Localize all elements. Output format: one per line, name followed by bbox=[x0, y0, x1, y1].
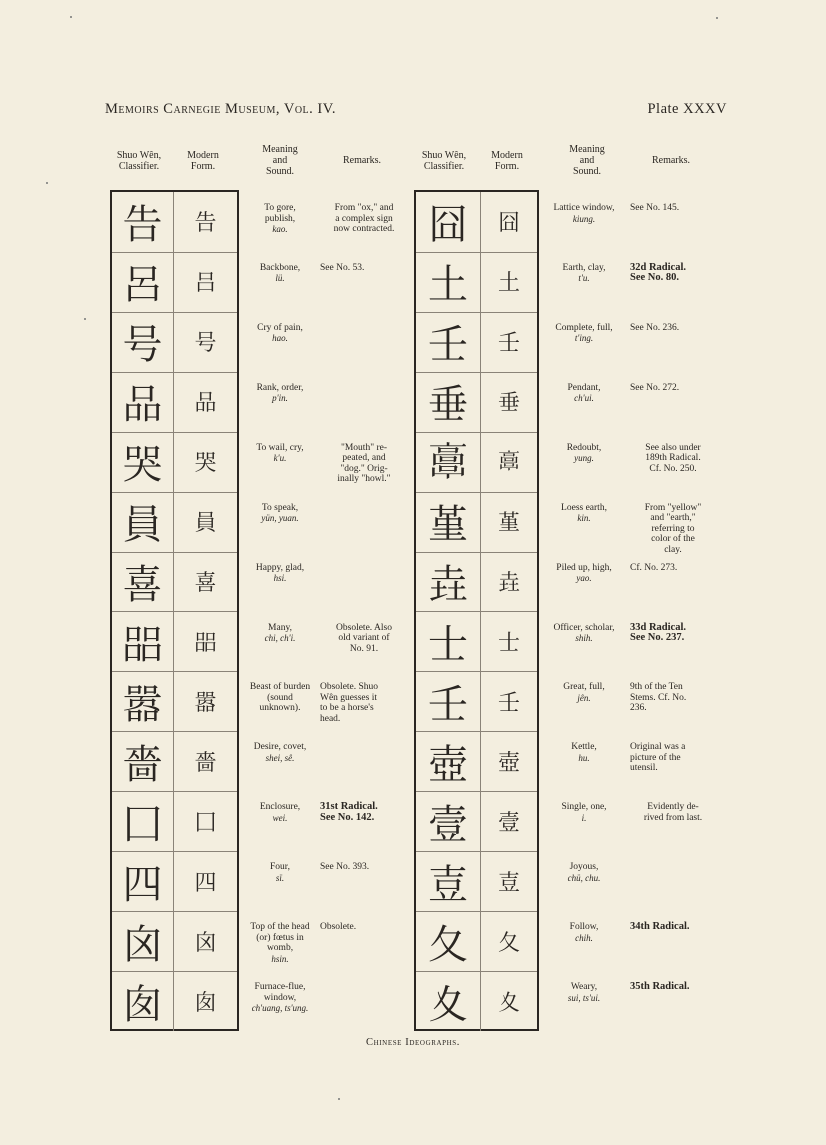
meaning-and-sound bbox=[240, 263, 320, 284]
sound-text: yao. bbox=[576, 573, 592, 584]
shuo-wen-character: 壴 bbox=[428, 861, 468, 908]
meaning-and-sound bbox=[240, 443, 320, 464]
modern-character: 哭 bbox=[173, 432, 237, 492]
modern-character: 壹 bbox=[480, 791, 537, 851]
meaning-text: Piled up, high, bbox=[556, 562, 612, 573]
remark-text: Cf. No. 273. bbox=[630, 562, 678, 573]
meaning-and-sound bbox=[240, 383, 320, 404]
table-row bbox=[112, 731, 237, 792]
modern-character: 号 bbox=[173, 312, 237, 372]
meaning-text: Top of the head (or) fœtus in womb, bbox=[250, 922, 310, 954]
meaning-text: Officer, scholar, bbox=[553, 622, 615, 633]
col-head-modern-left: Modern Form. bbox=[187, 150, 219, 172]
table-row bbox=[416, 552, 537, 613]
meaning-text: Furnace-flue, window, bbox=[254, 982, 306, 1003]
meaning-and-sound bbox=[540, 503, 628, 524]
sound-text: sui, ts'ui. bbox=[567, 992, 601, 1003]
meaning-text: Cry of pain, bbox=[257, 322, 303, 333]
shuo-wen-character: 垂 bbox=[428, 382, 468, 429]
table-row bbox=[112, 252, 237, 313]
remark-text: "Mouth" re- peated, and "dog." Orig- inally "howl." bbox=[337, 442, 391, 485]
table-row bbox=[112, 971, 237, 1031]
sound-text: p'in. bbox=[272, 393, 288, 404]
sound-text: chih. bbox=[575, 932, 593, 943]
meaning-text: Backbone, bbox=[259, 262, 301, 273]
shuo-wen-character: 堇 bbox=[428, 502, 468, 549]
shuo-wen-character: 呂 bbox=[122, 262, 163, 309]
modern-character: 嚣 bbox=[173, 671, 237, 731]
sound-text: t'ing. bbox=[574, 333, 594, 344]
sound-text: yung. bbox=[574, 453, 594, 464]
meaning-and-sound bbox=[240, 862, 320, 883]
meaning-text: To wail, cry, bbox=[256, 442, 304, 453]
remark-text: See also under 189th Radical. Cf. No. 250. bbox=[645, 442, 701, 474]
shuo-wen-character: 壬 bbox=[428, 322, 468, 369]
table-row bbox=[416, 971, 537, 1031]
shuo-wen-character: 壺 bbox=[428, 741, 468, 788]
shuo-wen-character: 告 bbox=[122, 202, 163, 249]
table-row bbox=[416, 432, 537, 493]
sound-text: hsin. bbox=[271, 953, 289, 964]
plate-caption: Chinese Ideographs. bbox=[365, 1037, 461, 1048]
sound-text: hao. bbox=[272, 333, 288, 344]
modern-character: 壴 bbox=[480, 851, 537, 911]
meaning-text: Pendant, bbox=[567, 382, 601, 393]
remark-text: See No. 145. bbox=[630, 203, 680, 213]
meaning-and-sound bbox=[540, 982, 628, 1003]
meaning-text: To speak, bbox=[261, 502, 299, 513]
meaning-text: Happy, glad, bbox=[255, 562, 305, 573]
meaning-text: Follow, bbox=[569, 922, 599, 933]
modern-character: 㗊 bbox=[173, 612, 237, 672]
col-head-shuo-left: Shuo Wên, Classifier. bbox=[116, 150, 162, 172]
modern-character: 壬 bbox=[480, 312, 537, 372]
meaning-text: Joyous, bbox=[569, 862, 599, 873]
shuo-wen-character: 垚 bbox=[428, 562, 468, 609]
meaning-text: Great, full, bbox=[563, 682, 605, 693]
modern-character: 垂 bbox=[480, 372, 537, 432]
meaning-and-sound bbox=[240, 563, 320, 584]
shuo-wen-character: 囱 bbox=[122, 981, 163, 1028]
meaning-and-sound bbox=[540, 563, 628, 584]
meaning-text: Single, one, bbox=[561, 802, 607, 813]
remark-text: See No. 236. bbox=[630, 322, 680, 333]
modern-character: 𩫖 bbox=[480, 432, 537, 492]
shuo-wen-character: 壬 bbox=[428, 681, 468, 728]
meaning-and-sound bbox=[240, 742, 320, 763]
remark-text: From "ox," and a complex sign now contracted. bbox=[333, 203, 395, 234]
sound-text: kao. bbox=[272, 224, 288, 234]
table-row bbox=[416, 671, 537, 732]
table-row bbox=[416, 372, 537, 433]
meaning-text: Desire, covet, bbox=[253, 742, 307, 753]
meaning-text: Beast of burden (sound unknown). bbox=[249, 682, 311, 714]
running-header: Memoirs Carnegie Museum, Vol. IV. bbox=[105, 101, 336, 117]
shuo-wen-character: 四 bbox=[122, 861, 163, 908]
sound-text: ch'ui. bbox=[574, 393, 594, 404]
meaning-text: Enclosure, bbox=[259, 802, 301, 813]
remark-text: See No. 393. bbox=[320, 862, 370, 873]
modern-character: 員 bbox=[173, 492, 237, 552]
shuo-wen-character: 士 bbox=[428, 621, 468, 668]
remark-text: See No. 272. bbox=[630, 382, 680, 393]
table-row bbox=[416, 791, 537, 852]
table-row bbox=[112, 851, 237, 912]
meaning-text: Four, bbox=[270, 862, 290, 873]
remark-text: Evidently de- rived from last. bbox=[643, 802, 703, 823]
sound-text: wei. bbox=[272, 812, 288, 823]
meaning-text: Rank, order, bbox=[256, 382, 304, 393]
sound-text: jên. bbox=[577, 692, 591, 703]
table-row bbox=[112, 911, 237, 972]
col-head-meaning-left: Meaning and Sound. bbox=[262, 144, 298, 177]
modern-character: 夊 bbox=[480, 971, 537, 1031]
modern-character: 壺 bbox=[480, 731, 537, 791]
col-head-modern-right: Modern Form. bbox=[491, 150, 523, 172]
shuo-wen-character: 𩫖 bbox=[428, 440, 468, 487]
shuo-wen-character: 囟 bbox=[122, 921, 163, 968]
sound-text: k'u. bbox=[273, 453, 287, 464]
modern-character: 夂 bbox=[480, 911, 537, 971]
remark-text: 34th Radical. bbox=[630, 921, 690, 933]
table-row bbox=[112, 432, 237, 493]
sound-text: t'u. bbox=[578, 273, 590, 284]
shuo-wen-character: 哭 bbox=[122, 442, 163, 489]
sound-text: shei, sê. bbox=[265, 752, 295, 763]
sound-text: i. bbox=[581, 812, 587, 823]
modern-character: 壬 bbox=[480, 671, 537, 731]
meaning-text: Many, bbox=[268, 622, 292, 633]
right-ideograph-table bbox=[414, 190, 539, 1031]
shuo-wen-character: 嚣 bbox=[122, 681, 163, 728]
modern-character: 垚 bbox=[480, 552, 537, 612]
meaning-text: Complete, full, bbox=[555, 322, 613, 333]
sound-text: hu. bbox=[578, 752, 590, 763]
meaning-and-sound bbox=[540, 623, 628, 644]
meaning-and-sound bbox=[540, 203, 628, 224]
meaning-and-sound bbox=[540, 263, 628, 284]
shuo-wen-character: 喜 bbox=[122, 562, 163, 609]
meaning-and-sound bbox=[240, 802, 320, 823]
col-head-remarks-left: Remarks. bbox=[342, 155, 382, 166]
shuo-wen-character: 土 bbox=[428, 262, 468, 309]
remark-text: 33d Radical. See No. 237. bbox=[630, 621, 687, 643]
meaning-text: Kettle, bbox=[571, 742, 597, 753]
modern-character: 囱 bbox=[173, 971, 237, 1031]
table-row bbox=[112, 312, 237, 373]
remark-text: Original was a picture of the utensil. bbox=[630, 742, 686, 774]
sound-text: ch'uang, ts'ung. bbox=[251, 1003, 309, 1014]
sound-text: yün, yuan. bbox=[261, 513, 299, 524]
modern-character: 堇 bbox=[480, 492, 537, 552]
shuo-wen-character: 㗊 bbox=[122, 621, 163, 668]
table-row bbox=[416, 911, 537, 972]
table-row bbox=[416, 731, 537, 792]
sound-text: sï. bbox=[275, 872, 285, 883]
table-row bbox=[112, 372, 237, 433]
meaning-text: Loess earth, bbox=[561, 502, 607, 513]
shuo-wen-character: 夊 bbox=[428, 981, 468, 1028]
table-row bbox=[112, 552, 237, 613]
col-head-remarks-right: Remarks. bbox=[651, 155, 691, 166]
shuo-wen-character: 壹 bbox=[428, 801, 468, 848]
sound-text: kin. bbox=[577, 513, 591, 524]
sound-text: chi, ch'i. bbox=[264, 633, 296, 643]
table-row bbox=[112, 671, 237, 732]
col-head-meaning-right: Meaning and Sound. bbox=[569, 144, 605, 177]
modern-character: 囟 bbox=[173, 911, 237, 971]
table-row bbox=[416, 851, 537, 912]
sound-text: chü, chu. bbox=[567, 872, 601, 883]
shuo-wen-character: 嗇 bbox=[122, 741, 163, 788]
modern-character: 囧 bbox=[480, 192, 537, 252]
shuo-wen-character: 囧 bbox=[428, 202, 468, 249]
meaning-and-sound bbox=[240, 203, 320, 235]
modern-character: 士 bbox=[480, 612, 537, 672]
modern-character: 土 bbox=[480, 252, 537, 312]
meaning-and-sound bbox=[540, 443, 628, 464]
modern-character: 嗇 bbox=[173, 731, 237, 791]
meaning-and-sound bbox=[240, 982, 320, 1014]
sound-text: shih. bbox=[575, 633, 593, 643]
table-row bbox=[112, 492, 237, 553]
meaning-and-sound bbox=[240, 922, 320, 964]
remark-text: From "yellow" and "earth," referring to color of the clay. bbox=[644, 502, 702, 555]
shuo-wen-character: 品 bbox=[122, 382, 163, 429]
meaning-and-sound bbox=[240, 503, 320, 524]
plate-number: Plate XXXV bbox=[647, 101, 727, 117]
shuo-wen-character: 号 bbox=[122, 322, 163, 369]
remark-text: 32d Radical. See No. 80. bbox=[630, 261, 687, 284]
meaning-text: Lattice window, bbox=[553, 203, 615, 213]
table-row bbox=[416, 492, 537, 553]
remark-text: Obsolete. Shuo Wên guesses it to be a horse's head. bbox=[320, 682, 379, 724]
shuo-wen-character: 夂 bbox=[428, 921, 468, 968]
sound-text: lü. bbox=[275, 273, 285, 284]
table-row bbox=[416, 312, 537, 373]
remark-text: Obsolete. bbox=[320, 922, 357, 933]
meaning-and-sound bbox=[540, 802, 628, 823]
meaning-text: Weary, bbox=[570, 982, 598, 993]
shuo-wen-character: 囗 bbox=[122, 801, 163, 848]
meaning-text: Earth, clay, bbox=[562, 262, 606, 273]
sound-text: kiung. bbox=[572, 213, 596, 224]
remark-text: 31st Radical. See No. 142. bbox=[320, 801, 378, 823]
left-ideograph-table bbox=[110, 190, 239, 1031]
meaning-and-sound bbox=[540, 742, 628, 763]
meaning-and-sound bbox=[240, 623, 320, 644]
meaning-and-sound bbox=[240, 682, 320, 714]
modern-character: 品 bbox=[173, 372, 237, 432]
shuo-wen-character: 員 bbox=[122, 502, 163, 549]
meaning-and-sound bbox=[540, 383, 628, 404]
meaning-and-sound bbox=[540, 922, 628, 943]
modern-character: 告 bbox=[173, 192, 237, 252]
remark-text: 35th Radical. bbox=[630, 981, 690, 993]
meaning-and-sound bbox=[240, 323, 320, 344]
meaning-and-sound bbox=[540, 323, 628, 344]
table-row bbox=[416, 192, 537, 253]
remark-text: Obsolete. Also old variant of No. 91. bbox=[336, 622, 392, 654]
table-row bbox=[416, 612, 537, 673]
remark-text: See No. 53. bbox=[320, 262, 365, 273]
modern-character: 四 bbox=[173, 851, 237, 911]
meaning-and-sound bbox=[540, 862, 628, 883]
sound-text: hsi. bbox=[273, 573, 287, 584]
modern-character: 喜 bbox=[173, 552, 237, 612]
table-row bbox=[112, 612, 237, 673]
table-row bbox=[112, 791, 237, 852]
table-row bbox=[416, 252, 537, 313]
meaning-text: Redoubt, bbox=[566, 442, 602, 453]
col-head-shuo-right: Shuo Wên, Classifier. bbox=[421, 150, 467, 172]
meaning-and-sound bbox=[540, 682, 628, 703]
meaning-text: To gore, publish, bbox=[264, 203, 296, 224]
modern-character: 吕 bbox=[173, 252, 237, 312]
modern-character: 囗 bbox=[173, 791, 237, 851]
table-row bbox=[112, 192, 237, 253]
remark-text: 9th of the Ten Stems. Cf. No. 236. bbox=[630, 682, 687, 714]
